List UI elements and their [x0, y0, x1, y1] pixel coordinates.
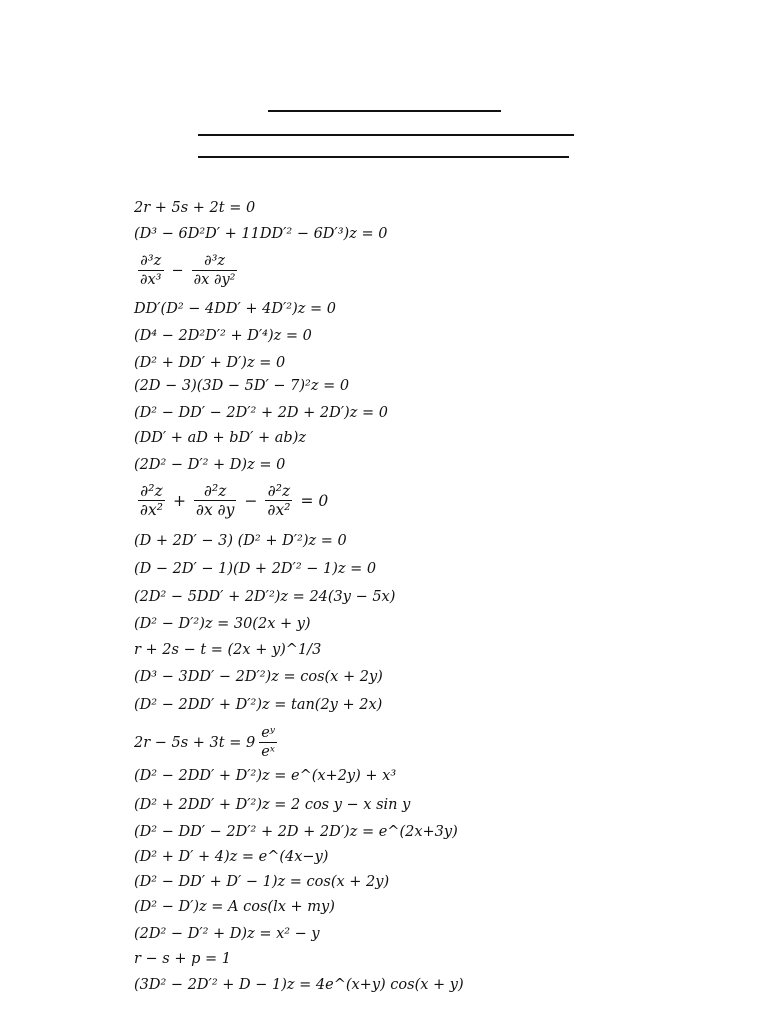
equation-4: DD′(D² − 4DD′ + 4D′²)z = 0 [134, 301, 336, 317]
fraction-numerator: ∂²z [265, 482, 292, 501]
header-rule-1 [268, 110, 501, 112]
equation-12: (D + 2D′ − 3) (D² + D′²)z = 0 [134, 533, 347, 549]
equation-22: (D² − DD′ − 2D′² + 2D + 2D′)z = e^(2x+3y) [134, 824, 458, 840]
header-rule-2 [198, 134, 574, 136]
equation-8: (D² − DD′ − 2D′² + 2D + 2D′)z = 0 [134, 405, 388, 421]
equation-27: r − s + p = 1 [134, 951, 231, 967]
fraction-numerator: ∂²z [138, 482, 165, 501]
equation-3 [134, 252, 241, 289]
fraction-numerator: ∂²z [194, 482, 236, 501]
fraction-denominator: ∂x² [267, 501, 291, 519]
equation-1: 2r + 5s + 2t = 0 [134, 200, 256, 216]
equation-6: (D² + DD′ + D′)z = 0 [134, 355, 286, 371]
equation-23: (D² + D′ + 4)z = e^(4x−y) [134, 849, 329, 865]
equation-19 [134, 724, 281, 761]
fraction-denominator: ∂x² [140, 501, 163, 519]
equation-25: (D² − D′)z = A cos(lx + my) [134, 899, 335, 915]
operator: + [172, 491, 186, 510]
operator: − [171, 262, 184, 279]
header-rule-3 [198, 156, 569, 158]
equation-21: (D² + 2DD′ + D′²)z = 2 cos y − x sin y [134, 797, 411, 813]
equation-18: (D² − 2DD′ + D′²)z = tan(2y + 2x) [134, 697, 383, 713]
equation-11 [134, 482, 332, 519]
operator: − [244, 491, 258, 510]
equation-2: (D³ − 6D²D′ + 11DD′² − 6D′³)z = 0 [134, 226, 388, 242]
fraction-numerator: ∂³z [138, 252, 164, 271]
fraction-denominator: ∂x ∂y [195, 501, 235, 519]
equation-5: (D⁴ − 2D²D′² + D′⁴)z = 0 [134, 328, 312, 344]
fraction [138, 252, 164, 289]
equation-20: (D² − 2DD′ + D′²)z = e^(x+2y) + x³ [134, 768, 397, 784]
fraction-denominator: eˣ [261, 744, 275, 760]
equation-14: (2D² − 5DD′ + 2D′²)z = 24(3y − 5x) [134, 589, 396, 605]
equation-lead: 2r − 5s + 3t = 9 [134, 734, 256, 751]
equation-tail: = 0 [300, 491, 329, 510]
fraction [138, 482, 165, 519]
fraction [265, 482, 292, 519]
fraction-denominator: ∂x ∂y² [193, 272, 236, 288]
equation-7: (2D − 3)(3D − 5D′ − 7)²z = 0 [134, 378, 350, 394]
equation-24: (D² − DD′ + D′ − 1)z = cos(x + 2y) [134, 874, 390, 890]
equation-13: (D − 2D′ − 1)(D + 2D′² − 1)z = 0 [134, 561, 377, 577]
fraction [192, 252, 238, 289]
fraction [194, 482, 236, 519]
equation-9: (DD′ + aD + bD′ + ab)z [134, 430, 306, 446]
equation-15: (D² − D′²)z = 30(2x + y) [134, 616, 311, 632]
equation-28: (3D² − 2D′² + D − 1)z = 4e^(x+y) cos(x + y) [134, 977, 464, 993]
equation-17: (D³ − 3DD′ − 2D′²)z = cos(x + 2y) [134, 669, 383, 685]
fraction-numerator: ∂³z [192, 252, 238, 271]
equation-16: r + 2s − t = (2x + y)^1/3 [134, 642, 322, 658]
fraction [259, 724, 277, 761]
equation-10: (2D² − D′² + D)z = 0 [134, 457, 286, 473]
fraction-denominator: ∂x³ [140, 272, 162, 288]
equation-26: (2D² − D′² + D)z = x² − y [134, 926, 320, 942]
fraction-numerator: eʸ [261, 725, 275, 741]
